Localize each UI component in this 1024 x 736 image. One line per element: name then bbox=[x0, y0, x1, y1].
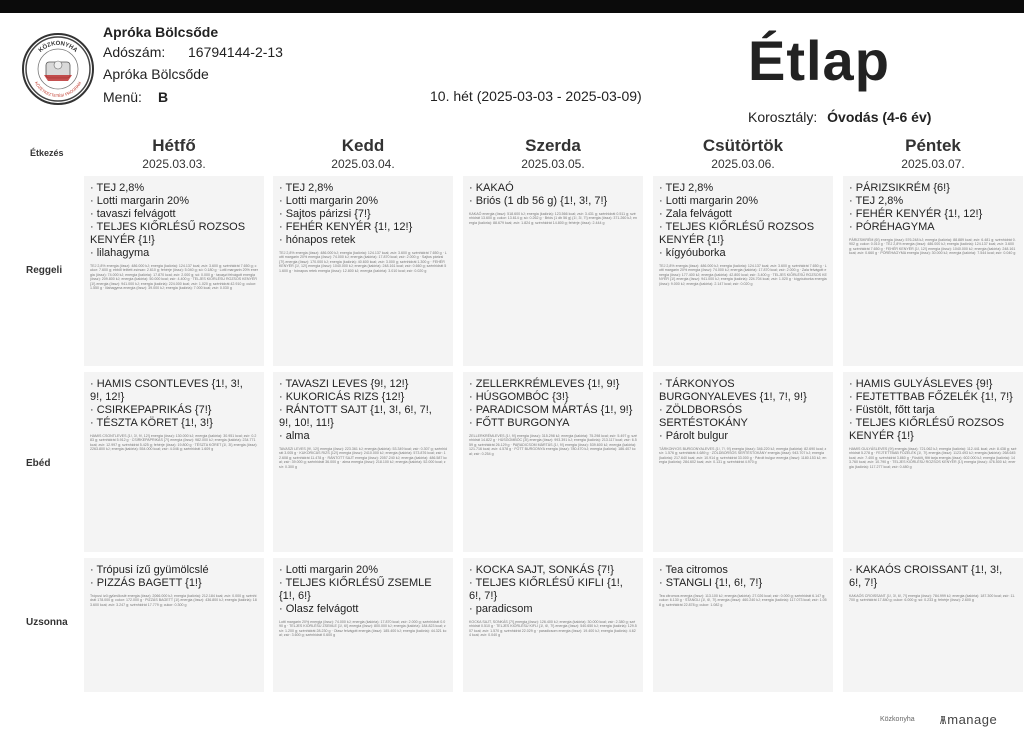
menu-item: · TELJES KIŐRLÉSŰ ROZSOS KENYÉR {1!} bbox=[90, 221, 246, 246]
nutrition-info: KOCKA SAJT, SONKÁS {7!} energia (össz): 126.400 kJ; energia (kalória): 30.000 kcal; zsír: 2.380 g; szénhidrát 0.510 g · TELJES KIŐRLÉSŰ KIFLI {1!, 6!, 7!} energia (össz): 540.650 kJ; energia (kalória): 129.507 kcal; zsír: 1.570 g; szénhidrát 22.029 g · paradicsom energia (össz): 19.400 kJ; energia (kalória): 4.624 kcal; zsír: 0.040 g bbox=[469, 620, 637, 638]
day-date: 2025.03.03. bbox=[142, 157, 206, 171]
day-header-tuesday bbox=[273, 136, 453, 171]
day-header-wednesday bbox=[463, 136, 643, 171]
day-date: 2025.03.06. bbox=[711, 157, 775, 171]
menu-item: · alma bbox=[279, 430, 310, 442]
meal-label-snack: Uzsonna bbox=[26, 617, 68, 628]
menu-item: · TELJES KIŐRLÉSŰ ROZSOS KENYÉR {1!} bbox=[659, 221, 815, 246]
menu-item: · Lotti margarin 20% bbox=[90, 195, 190, 207]
nutrition-info: PÁRIZSIKRÉM {6!} energia (össz): 576.248 kJ; energia (kalória): 88.889 kcal; zsír: 6.481 g; szénhidrát 0.902 g; cukor: 0.010 g · TEJ 2,8% energia (össz): 486.000 kJ; energia (kalória): 124.137 kcal; zsír: 3.600 g; szénhidrát 7.650 g · FEHÉR KENYÉR {1!, 12!} energia (össz): 1040.000 kJ; energia (kalória): 248.161 kcal; zsír: 0.660 g · PÓRÉHAGYMA energia (össz): 30.000 kJ; energia (kalória): 7.544 kcal; zsír: 0.040 g bbox=[849, 238, 1016, 256]
menu-item: · STANGLI {1!, 6!, 7!} bbox=[659, 577, 763, 589]
nutrition-info: KAKAÓ energia (össz): 518.600 kJ; energia (kalória): 123.566 kcal; zsír: 3.431 g; szénhidrát 0.511 g; szénhidrát 13.600 g; cukor: 13.614 g; só: 0.262 g · Briós (1 db 56 g) {1!, 3!, 7!} energia (össz): 371.260 kJ; energia (kalória): 88.679 kcal; zsír: 1.824 g; szénhidrát 14.800 g; fehérje (össz): 2.444 g bbox=[469, 212, 638, 225]
menu-item: · kígyóuborka bbox=[659, 247, 726, 259]
menu-item: · TELJES KIŐRLÉSŰ KIFLI {1!, 6!, 7!} bbox=[469, 577, 623, 602]
menu-item: · FŐTT BURGONYA bbox=[469, 417, 570, 429]
menu-item: · KOCKA SAJT, SONKÁS {7!} bbox=[469, 564, 614, 576]
age-value: Óvodás (4-6 év) bbox=[827, 109, 932, 125]
menu-item: · ZÖLDBORSÓS SERTÉSTOKÁNY bbox=[659, 404, 748, 429]
menu-item: · Lotti margarin 20% bbox=[279, 195, 379, 207]
menu-item: · ZELLERKRÉMLEVES {1!, 9!} bbox=[469, 378, 620, 390]
menu-item: · Lotti margarin 20% bbox=[279, 564, 379, 576]
day-header-monday bbox=[84, 136, 264, 171]
nutrition-info: Trópusi ízű gyümölcslé energia (össz): 2066.000 kJ; energia (kalória): 212.184 kcal; zsír: 0.000 g; szénhidrát 178.000 g; cukor: 172.000 g · PIZZÁS BAGETT {1!} energia (össz): 436.800 kJ; energia (kalória): 183.600 kcal; zsír: 3.247 g; szénhidrát 17.779 g; cukor: 0.300 g bbox=[90, 594, 257, 607]
meal-label-breakfast: Reggeli bbox=[26, 265, 63, 276]
menu-item: · Briós (1 db 56 g) {1!, 3!, 7!} bbox=[469, 195, 608, 207]
tax-label: Adószám: bbox=[103, 44, 166, 60]
menu-item: · TÉSZTA KÖRET {1!, 3!} bbox=[90, 417, 213, 429]
age-group bbox=[748, 109, 931, 125]
menu-item: · KAKAÓ bbox=[469, 182, 514, 194]
org-name: Apróka Bölcsőde bbox=[103, 24, 219, 40]
menu-item: · Olasz felvágott bbox=[279, 603, 359, 615]
day-name: Hétfő bbox=[152, 136, 196, 155]
menu-item: · Párolt bulgur bbox=[659, 430, 729, 442]
menu-item: · Tea citromos bbox=[659, 564, 728, 576]
meal-column-label: Étkezés bbox=[30, 148, 64, 158]
menu-item: · tavaszi felvágott bbox=[90, 208, 176, 220]
day-header-friday bbox=[843, 136, 1023, 171]
menu-value: B bbox=[158, 89, 169, 105]
menu-item: · Trópusi ízű gyümölcslé bbox=[90, 564, 209, 576]
menu-item: · FEHÉR KENYÉR {1!, 12!} bbox=[279, 221, 413, 233]
menu-item: · TÁRKONYOS BURGONYALEVES {1!, 7!, 9!} bbox=[659, 378, 807, 403]
day-date: 2025.03.05. bbox=[521, 157, 585, 171]
menu-item: · KUKORICÁS RIZS {12!} bbox=[279, 391, 405, 403]
menu-item: · lilahagyma bbox=[90, 247, 150, 259]
menu-item: · hónapos retek bbox=[279, 234, 356, 246]
menu-item: · TELJES KIŐRLÉSŰ ZSEMLE {1!, 6!} bbox=[279, 577, 432, 602]
svg-text:KÖZÉTKEZTETÉSI PROGRAM: KÖZÉTKEZTETÉSI PROGRAM bbox=[33, 80, 83, 99]
menu-cell bbox=[273, 176, 453, 366]
nutrition-info: TEJ 2,8% energia (össz): 486.000 kJ; energia (kalória): 124.137 kcal; zsír: 3.600 g; szénhidrát 7.650 g · Lotti margarin 20% energia (össz): 74.000 kJ; energia (kalória): 17.870 kcal; zsír: 2.000 g · Sajtos párizsi {7!} energia (össz): 170.000 kJ; energia (kalória): 40.600 kcal; zsír: 3.000 g; szénhidrát 1.300 g · FEHÉR KENYÉR {1!, 12!} energia (össz): 1040.000 kJ; energia (kalória): 248.161 kcal; zsír: 0.660 g; szénhidrát 51.600 g · hónapos retek energia (össz): 12.800 kJ; energia (kalória): 3.010 kcal; zsír: 0.020 g bbox=[279, 251, 447, 273]
footer-brand bbox=[940, 712, 997, 727]
nutrition-info: TÁRKONYOS BURGONYALEVES {1!, 7!, 9!} energia (össz): 346.220 kJ; energia (kalória): 82.690 kcal; zsír: 1.576 g; szénhidrát 4.689 g · ZÖLDBORSÓS SERTÉSTOKÁNY energia (össz): 943.707 kJ; energia (kalória): 217.640 kcal; zsír: 10.914 g; szénhidrát 33.000 g · Párolt bulgur energia (össz): 1180.153 kJ; energia (kalória): 284.602 kcal; zsír: 0.131 g; szénhidrát 4.970 g bbox=[659, 447, 827, 465]
age-label: Korosztály: bbox=[748, 109, 818, 125]
menu-cell bbox=[463, 176, 643, 366]
day-date: 2025.03.04. bbox=[331, 157, 395, 171]
menu-item: · TEJ 2,8% bbox=[849, 195, 904, 207]
footer-kozkonyha: Közkonyha bbox=[880, 716, 915, 723]
meal-label-lunch: Ebéd bbox=[26, 458, 51, 469]
menu-cell bbox=[463, 372, 643, 552]
day-name: Szerda bbox=[525, 136, 581, 155]
menu-item: · PÓRÉHAGYMA bbox=[849, 221, 935, 233]
nutrition-info: TEJ 2,8% energia (össz): 486.000 kJ; energia (kalória): 124.137 kcal; zsír: 3.600 g; szénhidrát 7.650 g; cukor: 7.600 g; ebből telített zsírsav: 2.610 g; fehérje (össz): 5.040 g; só: 0.180 g · Lotti margarin 20% energia (össz): 74.000 kJ; energia (kalória): 17.870 kcal; zsír: 2.000 g; só: 0.000 g · tavaszi felvágott energia (össz): 209.800 kJ; energia (kalória): 50.000 kcal; zsír: 4.400 g · TELJES KIŐRLÉSŰ ROZSOS KENYÉR {1!} energia (össz): 941.000 kJ; energia (kalória): 224.000 kcal; zsír: 1.020 g; szénhidrát 42.910 g; cukor: 1.550 g · lilahagyma energia (össz): 39.000 kJ; energia (kalória): 7.000 kcal; zsír: 0.030 g bbox=[90, 264, 259, 291]
menu-item: · paradicsom bbox=[469, 603, 533, 615]
menu-item: · PIZZÁS BAGETT {1!} bbox=[90, 577, 202, 589]
menu-item: · RÁNTOTT SAJT {1!, 3!, 6!, 7!, 9!, 10!, 11!} bbox=[279, 404, 432, 429]
day-name: Péntek bbox=[905, 136, 961, 155]
menu-cell bbox=[463, 558, 643, 692]
menu-cell bbox=[653, 558, 833, 692]
menu-item: · TELJES KIŐRLÉSŰ ROZSOS KENYÉR {1!} bbox=[849, 417, 1005, 442]
menu-cell bbox=[653, 372, 833, 552]
nutrition-info: HAMIS CSONTLEVES {1!, 3!, 9!, 12!} energia (össz): 130.000 kJ; energia (kalória): 30.951 kcal; zsír: 0.283 g; szénhidrát 5.912 g · CSIRKEPAPRIKÁS {7!} energia (össz): 982.000 kJ; energia (kalória): 234.771 kcal; zsír: 12.997 g; szénhidrát 5.425 g; fehérje (össz): 19.800 g · TÉSZTA KÖRET {1!, 3!} energia (össz): 2263.800 kJ; energia (kalória): 554.000 kcal; zsír: 4.046 g; szénhidrát 1.609 g bbox=[90, 434, 258, 452]
footer-brand-text: manage bbox=[947, 712, 998, 727]
menu-cell bbox=[843, 558, 1023, 692]
menu-item: · TEJ 2,8% bbox=[659, 182, 714, 194]
day-name: Kedd bbox=[341, 136, 385, 155]
menu-cell bbox=[843, 176, 1023, 366]
day-name: Csütörtök bbox=[702, 136, 784, 155]
menu-cell bbox=[273, 372, 453, 552]
nutrition-info: KAKAÓS CROISSANT {1!, 3!, 6!, 7!} energia (össz): 784.999 kJ; energia (kalória): 187.300 kcal; zsír: 11.700 g; szénhidrát 17.840 g; cukor: 6.000 g; só: 0.233 g; fehérje (össz): 2.600 g bbox=[849, 594, 1016, 603]
svg-text:KÖZKONYHA: KÖZKONYHA bbox=[37, 40, 79, 54]
menu-item: · Sajtos párizsi {7!} bbox=[279, 208, 371, 220]
menu-item: · CSIRKEPAPRIKÁS {7!} bbox=[90, 404, 212, 416]
menu-item: · PÁRIZSIKRÉM {6!} bbox=[849, 182, 950, 194]
menu-cell bbox=[843, 372, 1023, 552]
nutrition-info: ZELLERKRÉMLEVES {1!, 9!} energia (össz): 315.298 kJ; energia (kalória): 75.298 kcal; zsír: 5.497 g; szénhidrát 14.822 g · HÚSGOMBÓC {3!} energia (össz): 993.391 kJ; energia (kalória): 213.117 kcal; zsír: 6.559 g; szénhidrát 26.129 g · PARADICSOM MÁRTÁS {1!, 9!} energia (össz): 539.600 kJ; energia (kalória): 121.716 kcal; zsír: 4.578 g · FŐTT BURGONYA energia (össz): 780.470 kJ; energia (kalória): 186.407 kcal; zsír: 0.254 g bbox=[469, 434, 637, 456]
menu-item: · TEJ 2,8% bbox=[90, 182, 145, 194]
top-bar bbox=[0, 0, 1024, 13]
nutrition-info: TAVASZI LEVES {9!, 12!} energia (össz): 223.361 kJ; energia (kalória): 53.349 kcal; zsír: 0.307 g; szénhidrát 3.005 g · KUKORICÁS RIZS {12!} energia (össz): 2410.000 kJ; energia (kalória): 573.876 kcal; zsír: 12.608 g; szénhidrát 11.478 g · RÁNTOTT SAJT energia (össz): 2057.240 kJ; energia (kalória): 486.587 kcal; zsír: 39.000 g; szénhidrát 36.000 g · alma energia (össz): 218.100 kJ; energia (kalória): 52.000 kcal; zsír: 0.300 g bbox=[279, 447, 447, 469]
nutrition-info: HAMIS GULYÁSLEVES {9!} energia (össz): 721.062 kJ; energia (kalória): 112.441 kcal; zsír: 8.438 g; szénhidrát 5.278 g · FEJTETTBAB FŐZELÉK {1!, 7!} energia (össz): 1123.493 kJ; energia (kalória): 268.645 kcal; zsír: 7.400 g; szénhidrát 3.860 g · Füstölt, főtt tarja energia (össz): 602.000 kJ; energia (kalória): 143.760 kcal; zsír: 10.790 g · TELJES KIŐRLÉSŰ ROZSOS KENYÉR {1!} energia (össz): 476.500 kJ; energia (kalória): 117.277 kcal; zsír: 0.480 g bbox=[849, 447, 1017, 469]
menu-item: · PARADICSOM MÁRTÁS {1!, 9!} bbox=[469, 404, 633, 416]
menu-item: · KAKAÓS CROISSANT {1!, 3!, 6!, 7!} bbox=[849, 564, 1003, 589]
menu-cell bbox=[84, 372, 264, 552]
menu-cell bbox=[84, 176, 264, 366]
menu-label: Menü: bbox=[103, 89, 142, 105]
menu-item: · Lotti margarin 20% bbox=[659, 195, 759, 207]
menu-cell bbox=[273, 558, 453, 692]
day-header-thursday bbox=[653, 136, 833, 171]
menu-item: · FEJTETTBAB FŐZELÉK {1!, 7!} bbox=[849, 391, 1013, 403]
org-name-secondary: Apróka Bölcsőde bbox=[103, 66, 209, 82]
page-title: Étlap bbox=[748, 29, 890, 92]
menu-item: · TAVASZI LEVES {9!, 12!} bbox=[279, 378, 409, 390]
menu-item: · Füstölt, főtt tarja bbox=[849, 404, 935, 416]
week-range: 10. hét (2025-03-03 - 2025-03-09) bbox=[430, 88, 642, 104]
nutrition-info: Tea citromos energia (össz): 113.100 kJ; energia (kalória): 27.026 kcal; zsír: 0.000 g; szénhidrát 6.147 g; cukor: 6.130 g · STANGLI {1!, 6!, 7!} energia (össz): 460.240 kJ; energia (kalória): 117.073 kcal; zsír: 1.058 g; szénhidrát 22.878 g; cukor: 1.082 g bbox=[659, 594, 827, 607]
nutrition-info: Lotti margarin 20% energia (össz): 74.000 kJ; energia (kalória): 17.870 kcal; zsír: 2.000 g; szénhidrát 0.090 g · TELJES KIŐRLÉSŰ ZSEMLE {1!, 6!} energia (össz): 800.000 kJ; energia (kalória): 184.823 kcal; zsír: 1.200 g; szénhidrát 28.230 g · Olasz felvágott energia (össz): 185.400 kJ; energia (kalória): 44.321 kcal; zsír: 3.600 g; szénhidrát 0.600 g bbox=[279, 620, 447, 638]
menu-item: · HAMIS GULYÁSLEVES {9!} bbox=[849, 378, 993, 390]
menu-item: · HAMIS CSONTLEVES {1!, 3!, 9!, 12!} bbox=[90, 378, 243, 403]
menu-cell bbox=[653, 176, 833, 366]
org-logo bbox=[22, 33, 94, 105]
tax-value: 16794144-2-13 bbox=[188, 44, 283, 60]
menu-item: · FEHÉR KENYÉR {1!, 12!} bbox=[849, 208, 983, 220]
nutrition-info: TEJ 2,8% energia (össz): 486.000 kJ; energia (kalória): 124.137 kcal; zsír: 3.600 g; szénhidrát 7.650 g · Lotti margarin 20% energia (össz): 74.000 kJ; energia (kalória): 17.870 kcal; zsír: 2.000 g · Zala felvágott energia (össz): 177.400 kJ; energia (kalória): 42.800 kcal; zsír: 3.400 g · TELJES KIŐRLÉSŰ ROZSOS KENYÉR {1!} energia (össz): 941.000 kJ; energia (kalória): 224.704 kcal; zsír: 1.020 g · kígyóuborka energia (össz): 9.000 kJ; energia (kalória): 2.147 kcal; zsír: 0.020 g bbox=[659, 264, 827, 286]
menu-item: · TEJ 2,8% bbox=[279, 182, 334, 194]
day-date: 2025.03.07. bbox=[901, 157, 965, 171]
menu-cell bbox=[84, 558, 264, 692]
menu-item: · Zala felvágott bbox=[659, 208, 732, 220]
menu-item: · HÚSGOMBÓC {3!} bbox=[469, 391, 569, 403]
manage-logo-icon: /\/\ bbox=[940, 715, 945, 727]
